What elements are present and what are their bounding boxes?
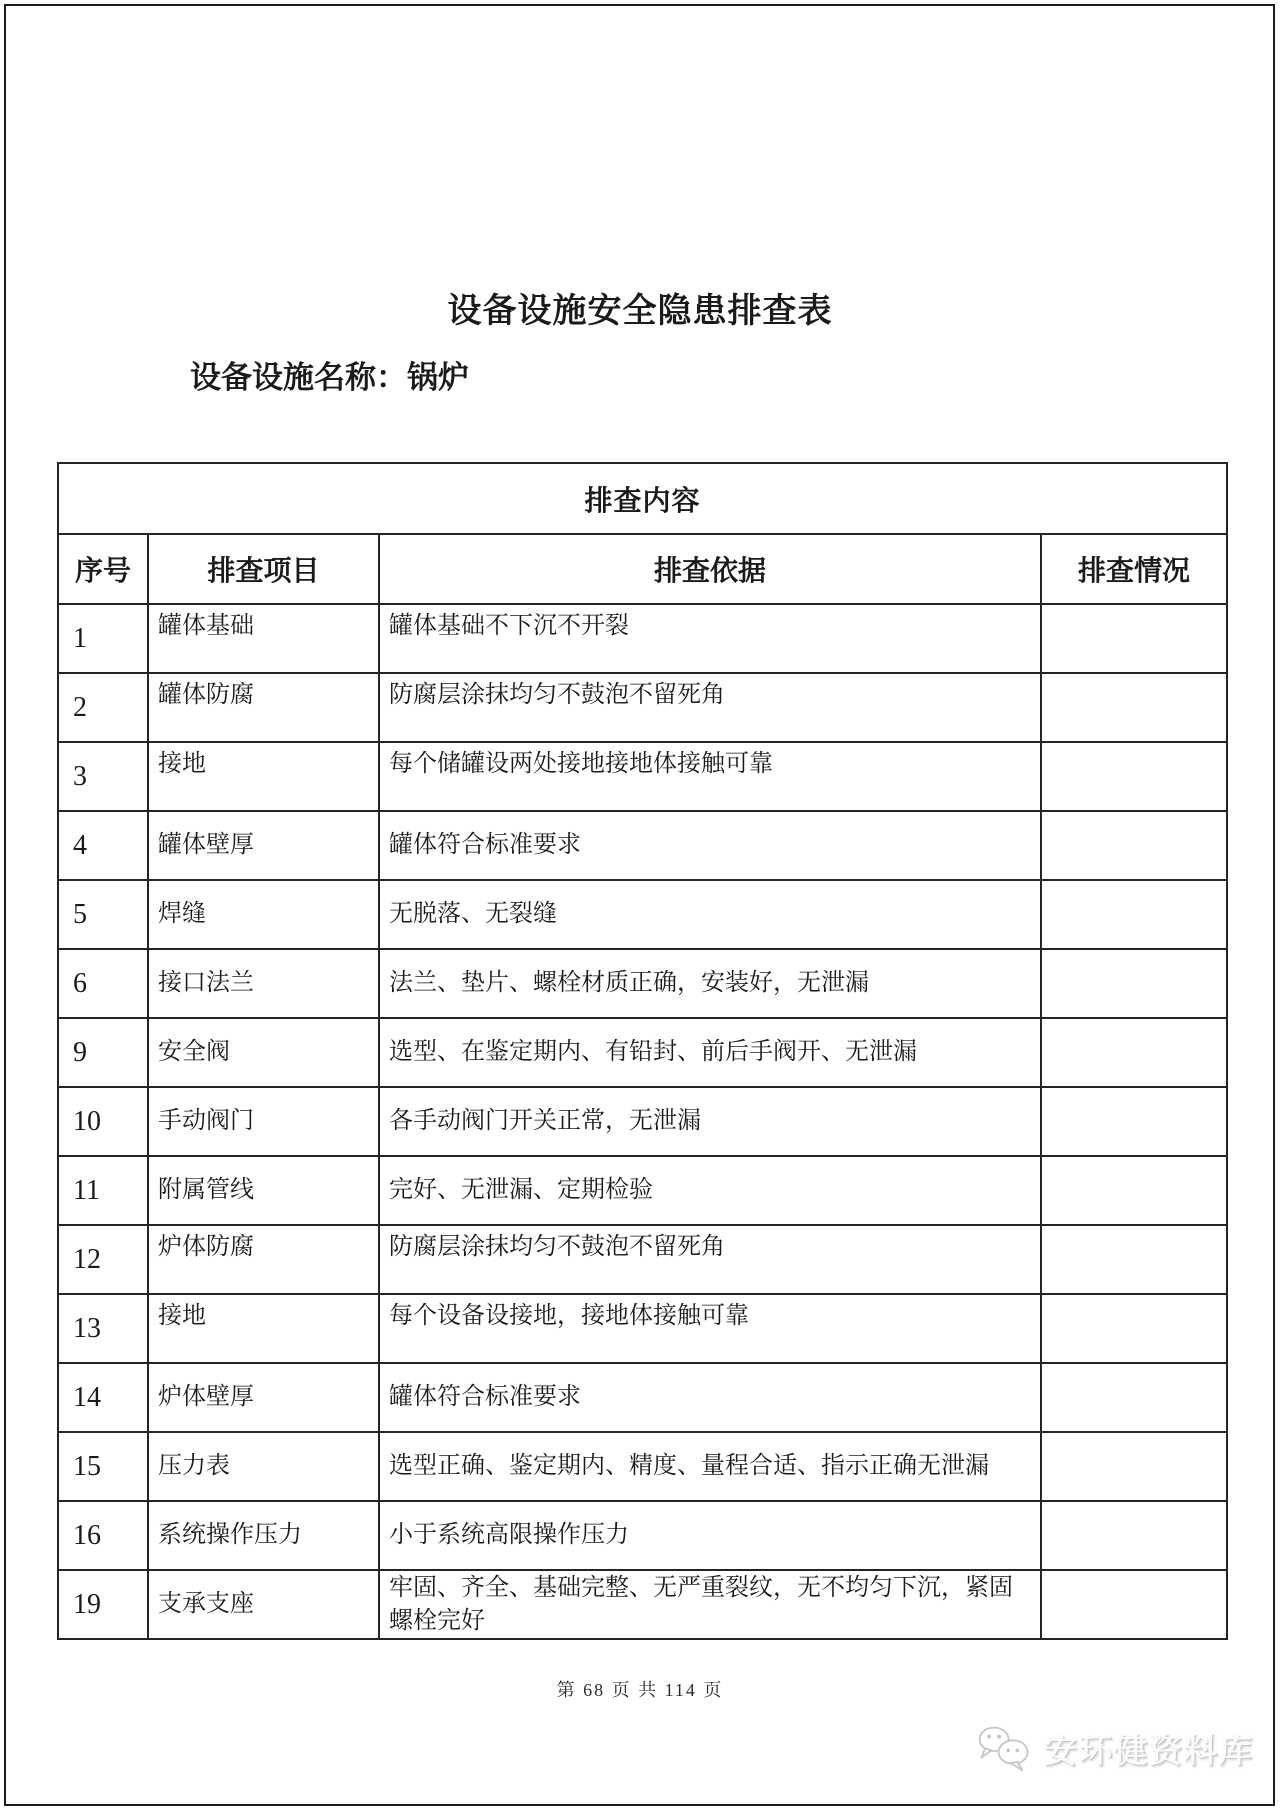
- item-cell: 支承支座: [148, 1570, 379, 1639]
- basis-cell: 选型正确、鉴定期内、精度、量程合适、指示正确无泄漏: [379, 1432, 1041, 1501]
- table-row: [58, 811, 1227, 880]
- watermark-label: 安环健资料库: [1044, 1733, 1254, 1770]
- status-cell: [1041, 673, 1227, 742]
- inspection-table: [57, 462, 1228, 1640]
- basis-cell: 防腐层涂抹均匀不鼓泡不留死角: [379, 1225, 1041, 1294]
- status-cell: [1041, 1294, 1227, 1363]
- column-header-status: 排查情况: [1041, 534, 1227, 604]
- status-cell: [1041, 1156, 1227, 1225]
- item-cell: 炉体壁厚: [148, 1363, 379, 1432]
- item-cell: 压力表: [148, 1432, 379, 1501]
- status-cell: [1041, 949, 1227, 1018]
- page-number: 第 68 页 共 114 页: [556, 1680, 724, 1700]
- row-number-cell: 2: [58, 673, 148, 742]
- item-cell: 接地: [148, 742, 379, 811]
- row-number-cell: 13: [58, 1294, 148, 1363]
- row-number-cell: 6: [58, 949, 148, 1018]
- status-cell: [1041, 604, 1227, 673]
- basis-cell: 防腐层涂抹均匀不鼓泡不留死角: [379, 673, 1041, 742]
- item-cell: 罐体壁厚: [148, 811, 379, 880]
- row-number-cell: 12: [58, 1225, 148, 1294]
- row-number-cell: 9: [58, 1018, 148, 1087]
- table-row: [58, 1018, 1227, 1087]
- table-row: [58, 1363, 1227, 1432]
- item-cell: 罐体防腐: [148, 673, 379, 742]
- column-header-no: 序号: [58, 534, 148, 604]
- item-cell: 炉体防腐: [148, 1225, 379, 1294]
- basis-cell: 罐体基础不下沉不开裂: [379, 604, 1041, 673]
- row-number-cell: 11: [58, 1156, 148, 1225]
- item-cell: 系统操作压力: [148, 1501, 379, 1570]
- table-row: [58, 673, 1227, 742]
- table-row: [58, 1156, 1227, 1225]
- row-number-cell: 15: [58, 1432, 148, 1501]
- basis-cell: 牢固、齐全、基础完整、无严重裂纹，无不均匀下沉，紧固螺栓完好: [379, 1570, 1041, 1639]
- basis-cell: 各手动阀门开关正常，无泄漏: [379, 1087, 1041, 1156]
- basis-cell: 罐体符合标准要求: [379, 811, 1041, 880]
- table-row: [58, 1225, 1227, 1294]
- status-cell: [1041, 1570, 1227, 1639]
- table-row: [58, 604, 1227, 673]
- page-title: 设备设施安全隐患排查表: [447, 293, 833, 330]
- item-cell: 手动阀门: [148, 1087, 379, 1156]
- watermark: [976, 1724, 1254, 1772]
- column-header-basis: 排查依据: [379, 534, 1041, 604]
- basis-cell: 选型、在鉴定期内、有铅封、前后手阀开、无泄漏: [379, 1018, 1041, 1087]
- row-number-cell: 19: [58, 1570, 148, 1639]
- table-banner-row: [58, 463, 1227, 534]
- basis-cell: 每个设备设接地，接地体接触可靠: [379, 1294, 1041, 1363]
- table-row: [58, 742, 1227, 811]
- row-number-cell: 1: [58, 604, 148, 673]
- table-row: [58, 1501, 1227, 1570]
- item-cell: 接口法兰: [148, 949, 379, 1018]
- status-cell: [1041, 1018, 1227, 1087]
- status-cell: [1041, 880, 1227, 949]
- status-cell: [1041, 1087, 1227, 1156]
- equipment-name-label: 设备设施名称：锅炉: [190, 360, 469, 395]
- table-row: [58, 1570, 1227, 1639]
- basis-cell: 无脱落、无裂缝: [379, 880, 1041, 949]
- item-cell: 焊缝: [148, 880, 379, 949]
- item-cell: 附属管线: [148, 1156, 379, 1225]
- row-number-cell: 4: [58, 811, 148, 880]
- table-row: [58, 949, 1227, 1018]
- basis-cell: 完好、无泄漏、定期检验: [379, 1156, 1041, 1225]
- table-header-row: [58, 534, 1227, 604]
- table-row: [58, 880, 1227, 949]
- status-cell: [1041, 1501, 1227, 1570]
- basis-cell: 罐体符合标准要求: [379, 1363, 1041, 1432]
- table-row: [58, 1087, 1227, 1156]
- row-number-cell: 16: [58, 1501, 148, 1570]
- item-cell: 罐体基础: [148, 604, 379, 673]
- basis-cell: 小于系统高限操作压力: [379, 1501, 1041, 1570]
- table-row: [58, 1432, 1227, 1501]
- table-row: [58, 1294, 1227, 1363]
- item-cell: 接地: [148, 1294, 379, 1363]
- wechat-chat-bubbles-icon: [976, 1724, 1034, 1772]
- row-number-cell: 14: [58, 1363, 148, 1432]
- status-cell: [1041, 1363, 1227, 1432]
- row-number-cell: 10: [58, 1087, 148, 1156]
- item-cell: 安全阀: [148, 1018, 379, 1087]
- row-number-cell: 5: [58, 880, 148, 949]
- status-cell: [1041, 811, 1227, 880]
- status-cell: [1041, 742, 1227, 811]
- row-number-cell: 3: [58, 742, 148, 811]
- basis-cell: 法兰、垫片、螺栓材质正确，安装好，无泄漏: [379, 949, 1041, 1018]
- table-banner: 排查内容: [58, 463, 1227, 534]
- status-cell: [1041, 1432, 1227, 1501]
- basis-cell: 每个储罐设两处接地接地体接触可靠: [379, 742, 1041, 811]
- column-header-item: 排查项目: [148, 534, 379, 604]
- status-cell: [1041, 1225, 1227, 1294]
- inspection-table-body: [58, 604, 1227, 1639]
